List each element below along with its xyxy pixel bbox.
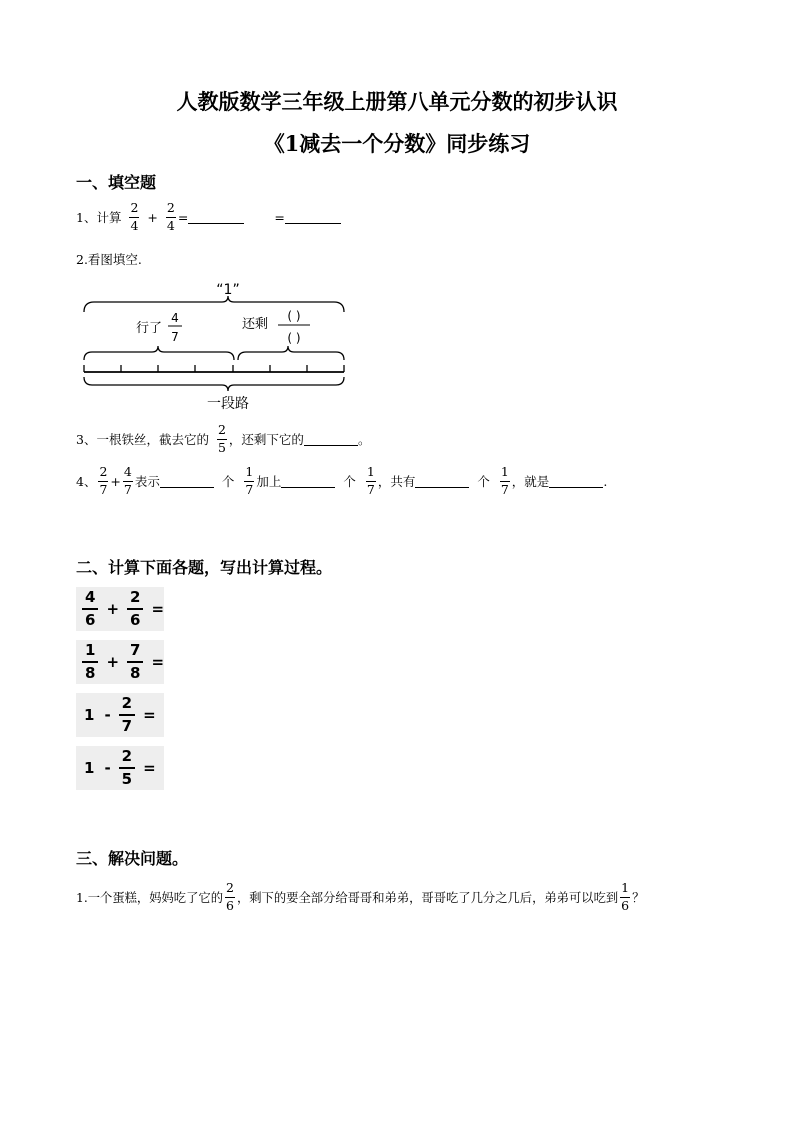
whole-brace (84, 296, 344, 312)
calc-problem-3: 1 - $\frac{2}{7}$ = (76, 693, 164, 737)
calc-problem-1: 4 6 + $\frac{2}{6}$ = (76, 587, 164, 631)
answer-blank[interactable] (549, 474, 603, 488)
whole-label: “1” (216, 282, 240, 298)
left-frac-denominator: ( ) (287, 331, 301, 345)
page-subtitle: 《1减去一个分数》同步练习 (263, 131, 531, 156)
word-problem-1: 1.一个蛋糕，妈妈吃了它的 $\frac{2}{6}$ ，剩下的要全部分给哥哥和弟弟，哥哥吃了几分之几后，弟弟可以吃到 $\frac{1}{6}$ ？ (76, 880, 645, 913)
calc-problem-2: 1 8 + $\frac{7}{8}$ = (76, 640, 164, 684)
fraction: $\frac{2}{6}$ (226, 880, 234, 913)
went-frac-denominator: 7 (171, 330, 179, 344)
question-1: 1、计算 $\frac{2}{4}$ + $\frac{2}{4}$ = = (76, 202, 341, 232)
answer-blank[interactable] (415, 474, 469, 488)
fraction: $\frac{4}{7}$ (123, 464, 132, 497)
fraction: 1 8 (82, 643, 98, 681)
answer-blank[interactable] (281, 474, 335, 488)
section-heading-word-problem: 三、解决问题。 (76, 849, 189, 868)
answer-blank[interactable] (188, 210, 244, 224)
answer-blank[interactable] (285, 210, 341, 224)
road-label: 一段路 (207, 396, 249, 412)
fraction: $\frac{1}{6}$ (621, 880, 630, 913)
fraction: $\frac{1}{7}$ (366, 464, 375, 497)
left-label: 还剩 (242, 317, 269, 332)
question-2: 2.看图填空. (76, 252, 142, 267)
fraction: $\frac{1}{7}$ (245, 464, 254, 497)
fraction: $\frac{1}{7}$ (500, 464, 509, 497)
fraction: 4 6 (82, 590, 98, 628)
road-brace (84, 377, 344, 391)
answer-blank[interactable] (160, 474, 214, 488)
answer-blank[interactable] (304, 432, 358, 446)
question-3: 3、一根铁丝，截去它的 $\frac{2}{5}$ ，还剩下它的 。 (76, 422, 371, 455)
fraction: $\frac{2}{7}$ (99, 464, 108, 497)
question-4: 4、 $\frac{2}{7}$ + $\frac{4}{7}$ 表示 个 $\frac{1}{7}$ 加上 个 $\frac{1}{7}$ ，共有 个 $\frac{1}{7}$ ，就是 . (76, 464, 608, 497)
page-title: 人教版数学三年级上册第八单元分数的初步认识 (176, 89, 618, 114)
road-diagram (76, 276, 356, 416)
fraction: $\frac{2}{4}$ (130, 200, 139, 233)
went-frac-numerator: 4 (171, 311, 179, 325)
went-label: 行了 (136, 321, 163, 336)
section-heading-fill-blank: 一、填空题 (76, 173, 157, 192)
section-heading-calculate: 二、计算下面各题，写出计算过程。 (76, 558, 333, 577)
fraction: $\frac{2}{5}$ (217, 422, 226, 455)
fraction: $\frac{2}{5}$ (119, 749, 135, 787)
fraction: $\frac{2}{7}$ (119, 696, 135, 734)
went-brace (84, 346, 234, 360)
q1-prefix: 1、计算 (76, 210, 122, 225)
road-ticks (84, 365, 344, 372)
left-brace (238, 346, 344, 360)
fraction: $\frac{7}{8}$ (127, 643, 143, 681)
fraction: $\frac{2}{4}$ (166, 200, 175, 233)
left-frac-numerator: ( ) (287, 309, 301, 323)
calc-problem-4: 1 - $\frac{2}{5}$ = (76, 746, 164, 790)
fraction: $\frac{2}{6}$ (127, 590, 143, 628)
